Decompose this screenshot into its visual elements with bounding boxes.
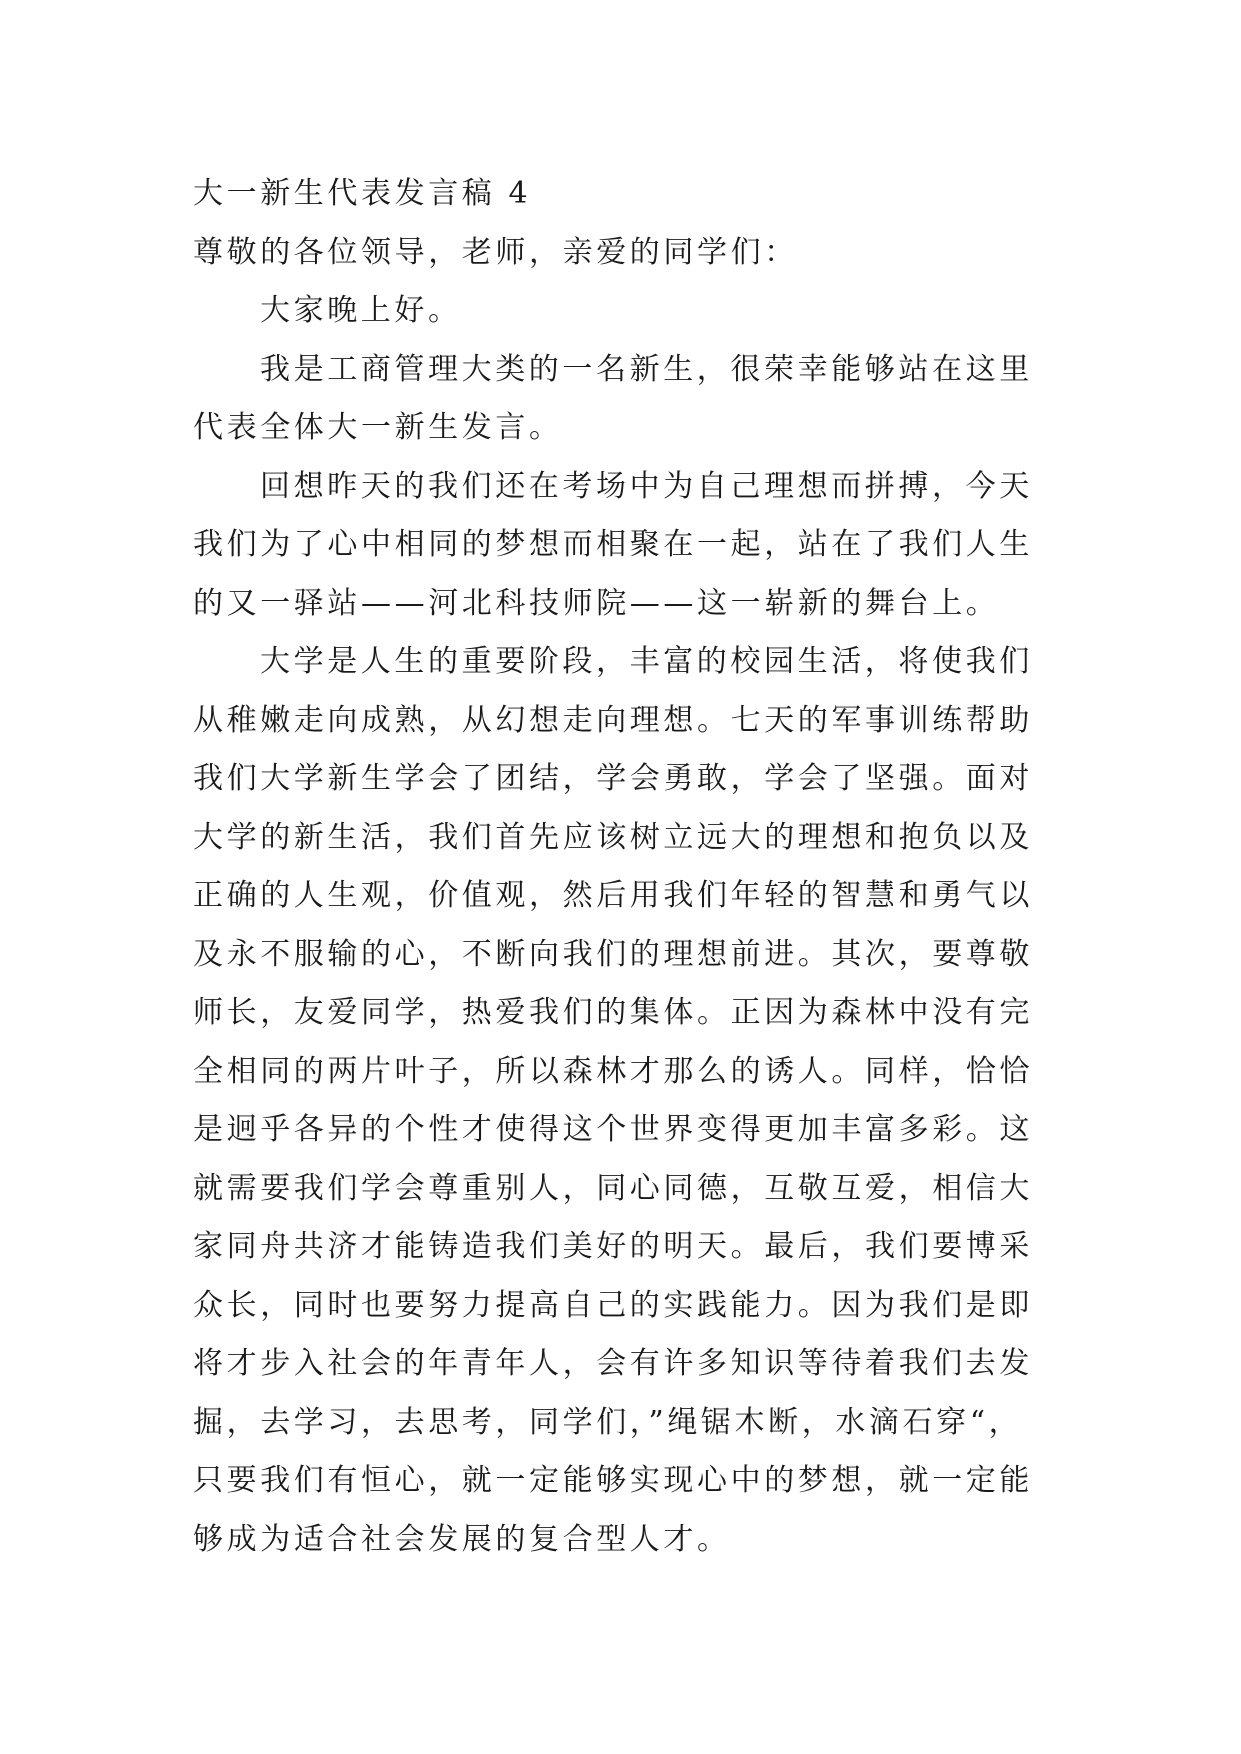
document-title: 大一新生代表发言稿 4 [193,176,532,211]
document-body [193,165,1053,1569]
paragraph-introduction: 我是工商管理大类的一名新生，很荣幸能够站在这里代表全体大一新生发言。 [193,351,1033,445]
paragraph-greeting: 大家晚上好。 [260,293,462,328]
paragraph-main: 大学是人生的重要阶段，丰富的校园生活，将使我们从稚嫩走向成熟，从幻想走向理想。七天的军事训练帮助我们大学新生学会了团结，学会勇敢，学会了坚强。面对大学的新生活，我们首先应该树立远大的理想和抱负以及正确的人生观，价值观，然后用我们年轻的智慧和勇气以及永不服输的心，不断向我们的理想前进。其次，要尊敬师长，友爱同学，热爱我们的集体。正因为森林中没有完全相同的两片叶子，所以森林才那么的诱人。同样，恰恰是迥乎各异的个性才使得这个世界变得更加丰富多彩。这就需要我们学会尊重别人，同心同德，互敬互爱，相信大家同舟共济才能铸造我们美好的明天。最后，我们要博采众长，同时也要努力提高自己的实践能力。因为我们是即将才步入社会的年青年人，会有许多知识等待着我们去发掘，去学习，去思考，同学们，”绳锯木断，水滴石穿“，只要我们有恒心，就一定能够实现心中的梦想，就一定能够成为适合社会发展的复合型人才。 [193,644,1033,1557]
salutation: 尊敬的各位领导，老师，亲爱的同学们： [193,234,798,270]
paragraph-reflection: 回想昨天的我们还在考场中为自己理想而拼搏，今天我们为了心中相同的梦想而相聚在一起，站在了我们人生的又一驿站——河北科技师院——这一崭新的舞台上。 [193,468,1033,621]
